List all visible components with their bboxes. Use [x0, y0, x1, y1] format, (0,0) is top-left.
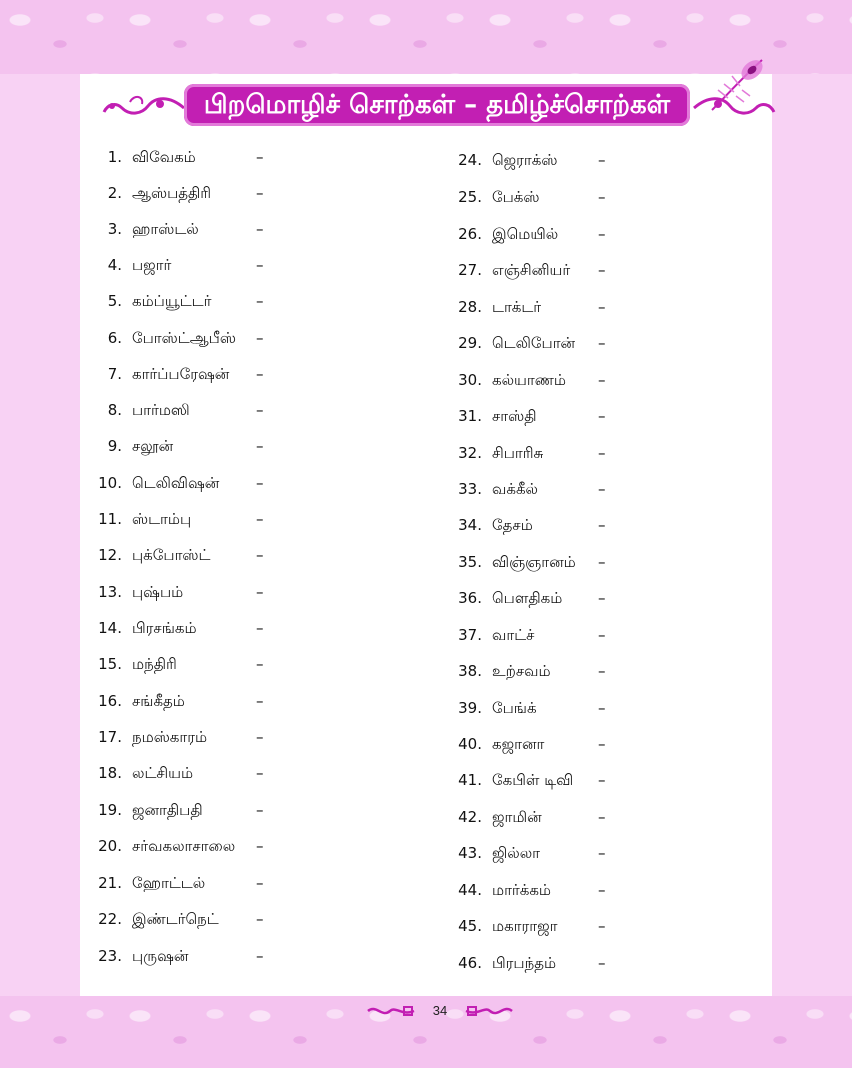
item-dash: –: [598, 516, 606, 534]
item-number: 24.: [458, 151, 482, 169]
item-dash: –: [598, 225, 606, 243]
item-dash: –: [256, 910, 264, 928]
item-word: பிரபந்தம்: [492, 954, 557, 972]
item-word: சாஸ்தி: [492, 407, 537, 425]
item-word: கார்ப்பரேஷன்: [132, 365, 230, 383]
item-dash: –: [598, 771, 606, 789]
item-number: 14.: [98, 619, 122, 637]
item-word: ஜில்லா: [492, 844, 540, 862]
item-dash: –: [598, 662, 606, 680]
item-word: பிரசங்கம்: [132, 619, 197, 637]
page-title: பிறமொழிச் சொற்கள் – தமிழ்ச்சொற்கள்: [203, 90, 671, 120]
item-word: இண்டர்நெட்: [132, 910, 219, 928]
item-number: 20.: [98, 837, 122, 855]
item-number: 17.: [98, 728, 122, 746]
item-number: 19.: [98, 801, 122, 819]
item-number: 13.: [98, 583, 122, 601]
item-number: 8.: [107, 401, 122, 419]
item-number: 33.: [458, 480, 482, 498]
item-word: பௌதிகம்: [492, 589, 563, 607]
item-word: கஜானா: [492, 735, 545, 753]
item-number: 38.: [458, 662, 482, 680]
item-dash: –: [598, 261, 606, 279]
item-word: ஜனாதிபதி: [132, 801, 203, 819]
item-dash: –: [256, 801, 264, 819]
item-word: வக்கீல்: [492, 480, 538, 498]
item-word: பேக்ஸ்: [492, 188, 540, 206]
item-number: 32.: [458, 444, 482, 462]
item-word: புருஷன்: [132, 947, 189, 965]
item-number: 15.: [98, 655, 122, 673]
item-number: 5.: [107, 292, 122, 310]
item-dash: –: [598, 844, 606, 862]
item-dash: –: [256, 184, 264, 202]
item-dash: –: [598, 589, 606, 607]
item-dash: –: [598, 371, 606, 389]
item-dash: –: [598, 188, 606, 206]
item-dash: –: [598, 151, 606, 169]
item-dash: –: [256, 874, 264, 892]
item-number: 25.: [458, 188, 482, 206]
item-dash: –: [256, 329, 264, 347]
item-dash: –: [598, 808, 606, 826]
item-number: 36.: [458, 589, 482, 607]
item-number: 7.: [107, 365, 122, 383]
item-word: விஞ்ஞானம்: [492, 553, 576, 571]
item-word: கேபிள் டிவி: [492, 771, 574, 789]
item-number: 21.: [98, 874, 122, 892]
item-dash: –: [256, 583, 264, 601]
item-dash: –: [256, 474, 264, 492]
item-word: மந்திரி: [132, 655, 177, 673]
item-number: 22.: [98, 910, 122, 928]
item-dash: –: [598, 298, 606, 316]
item-number: 44.: [458, 881, 482, 899]
item-number: 3.: [107, 220, 122, 238]
item-number: 11.: [98, 510, 122, 528]
item-number: 46.: [458, 954, 482, 972]
item-word: புஷ்பம்: [132, 583, 184, 601]
item-word: மார்க்கம்: [492, 881, 552, 899]
item-number: 27.: [458, 261, 482, 279]
item-number: 31.: [458, 407, 482, 425]
item-number: 16.: [98, 692, 122, 710]
item-number: 43.: [458, 844, 482, 862]
item-word: பார்மஸி: [132, 401, 190, 419]
item-word: ஜாமின்: [492, 808, 542, 826]
item-number: 37.: [458, 626, 482, 644]
item-dash: –: [598, 699, 606, 717]
item-number: 41.: [458, 771, 482, 789]
page-number: 34: [432, 1003, 448, 1018]
item-dash: –: [598, 626, 606, 644]
item-number: 6.: [107, 329, 122, 347]
item-word: சங்கீதம்: [132, 692, 185, 710]
item-dash: –: [256, 764, 264, 782]
item-word: போஸ்ட்ஆபீஸ்: [132, 329, 236, 347]
item-dash: –: [598, 444, 606, 462]
item-word: பேங்க்: [492, 699, 537, 717]
left-margin: [0, 74, 80, 996]
item-word: நமஸ்காரம்: [132, 728, 208, 746]
item-dash: –: [256, 692, 264, 710]
item-dash: –: [256, 437, 264, 455]
item-dash: –: [598, 407, 606, 425]
item-number: 26.: [458, 225, 482, 243]
item-word: டாக்டர்: [492, 298, 542, 316]
item-dash: –: [256, 655, 264, 673]
item-number: 45.: [458, 917, 482, 935]
item-dash: –: [256, 728, 264, 746]
item-number: 4.: [107, 256, 122, 274]
item-number: 39.: [458, 699, 482, 717]
item-dash: –: [598, 881, 606, 899]
item-dash: –: [256, 365, 264, 383]
item-word: லட்சியம்: [132, 764, 194, 782]
item-number: 30.: [458, 371, 482, 389]
right-margin: [772, 74, 852, 996]
item-word: சர்வகலாசாலை: [132, 837, 236, 855]
item-dash: –: [598, 480, 606, 498]
item-number: 18.: [98, 764, 122, 782]
item-dash: –: [256, 510, 264, 528]
item-dash: –: [256, 148, 264, 166]
item-dash: –: [256, 256, 264, 274]
item-word: சிபாரிசு: [492, 444, 544, 462]
item-number: 34.: [458, 516, 482, 534]
item-word: டெலிபோன்: [492, 334, 576, 352]
page-footer: [360, 998, 520, 1024]
item-dash: –: [256, 220, 264, 238]
item-number: 1.: [107, 148, 122, 166]
item-number: 12.: [98, 546, 122, 564]
item-word: கல்யாணம்: [492, 371, 566, 389]
item-dash: –: [598, 917, 606, 935]
item-word: டெலிவிஷன்: [132, 474, 220, 492]
item-word: ஹோட்டல்: [132, 874, 206, 892]
item-word: உற்சவம்: [492, 662, 551, 680]
item-word: வாட்ச்: [492, 626, 535, 644]
item-number: 28.: [458, 298, 482, 316]
item-word: சலூன்: [132, 437, 174, 455]
footer-right-ornament-icon: [464, 1004, 514, 1018]
title-banner: [96, 80, 776, 136]
item-dash: –: [598, 334, 606, 352]
item-number: 23.: [98, 947, 122, 965]
item-dash: –: [256, 947, 264, 965]
item-number: 42.: [458, 808, 482, 826]
item-dash: –: [256, 546, 264, 564]
item-word: ஸ்டாம்பு: [132, 510, 192, 528]
item-dash: –: [598, 735, 606, 753]
item-word: மகாராஜா: [492, 917, 558, 935]
item-number: 10.: [98, 474, 122, 492]
item-word: எஞ்சினியர்: [492, 261, 571, 279]
item-word: பஜார்: [132, 256, 172, 274]
item-number: 2.: [107, 184, 122, 202]
item-word: ஹாஸ்டல்: [132, 220, 199, 238]
item-dash: –: [256, 292, 264, 310]
peacock-feather-icon: [708, 54, 768, 114]
item-word: விவேகம்: [132, 148, 196, 166]
item-dash: –: [256, 401, 264, 419]
item-number: 9.: [107, 437, 122, 455]
item-word: இமெயில்: [492, 225, 559, 243]
item-dash: –: [598, 553, 606, 571]
item-word: கம்ப்யூட்டர்: [132, 292, 212, 310]
item-word: புக்போஸ்ட்: [132, 546, 211, 564]
item-word: ஜெராக்ஸ்: [492, 151, 558, 169]
item-number: 40.: [458, 735, 482, 753]
item-dash: –: [598, 954, 606, 972]
title-bar: [184, 84, 690, 126]
item-word: ஆஸ்பத்திரி: [132, 184, 212, 202]
item-dash: –: [256, 837, 264, 855]
left-swirl-ornament-icon: [100, 92, 186, 122]
item-number: 29.: [458, 334, 482, 352]
item-word: தேசம்: [492, 516, 533, 534]
item-number: 35.: [458, 553, 482, 571]
item-dash: –: [256, 619, 264, 637]
